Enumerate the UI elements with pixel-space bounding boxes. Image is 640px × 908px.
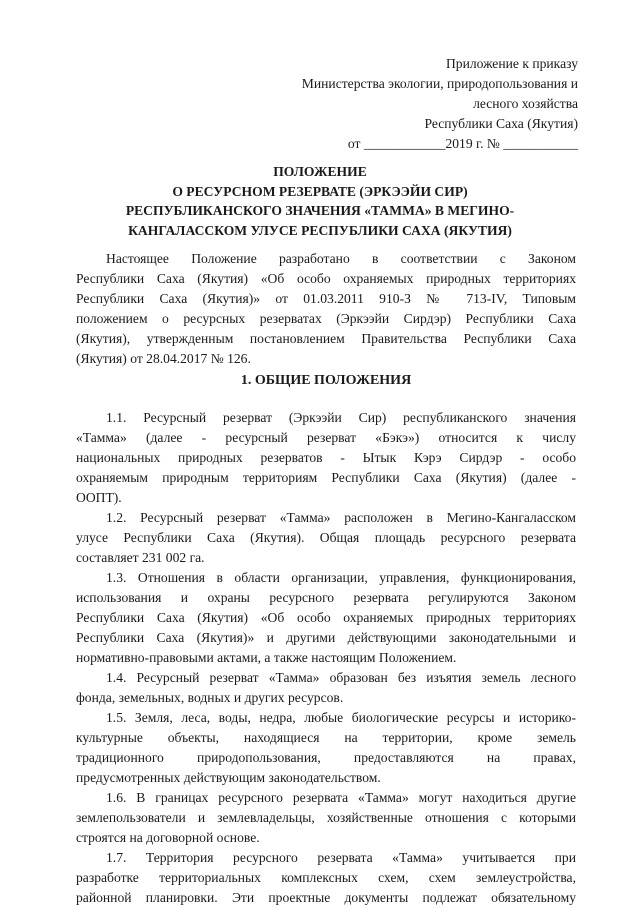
clause-1-1 [76,408,576,508]
text-line: ООПТ). [76,490,122,505]
appendix-line: Республики Саха (Якутия) [424,116,578,131]
text-line: Республики Саха (Якутия)» от 01.03.2011 910-З № 713-IV, Типовым [76,291,576,306]
text-line: разработке территориальных комплексных схем, схем землеустройства, [76,870,576,885]
text-line: культурные объекты, находящиеся на территории, кроме земель [76,730,576,745]
appendix-line: лесного хозяйства [473,96,578,111]
clause-1-5 [76,708,576,788]
title-line: ПОЛОЖЕНИЕ [273,164,367,179]
clause-1-3 [76,568,576,668]
text-line: Республики Саха (Якутия)» и другими действующими законодательными и [76,630,576,645]
text-line: Республики Саха (Якутия) «Об особо охраняемых природных территориях [76,610,576,625]
text-line: составляет 231 002 га. [76,550,205,565]
clause-1-2 [76,508,576,568]
text-line: фонда, земельных, водных и других ресурсов. [76,690,344,705]
text-line: улусе Республики Саха (Якутия). Общая площадь ресурсного резервата [76,530,576,545]
text-line: районной планировки. Эти проектные документы подлежат обязательному [76,890,576,905]
text-line: положением о ресурсных резерватах (Эркээйи Сирдэр) Республики Саха [76,311,576,326]
document-title [80,162,560,240]
title-line: КАНГАЛАССКОМ УЛУСЕ РЕСПУБЛИКИ САХА (ЯКУТИЯ) [128,222,512,238]
intro-paragraph [76,249,576,369]
text-line: (Якутия), утвержденным постановлением Правительства Республики Саха [76,331,576,346]
text-line: 1.2. Ресурсный резерват «Тамма» расположен в Мегино-Кангаласском [106,510,576,525]
text-line: 1.3. Отношения в области организации, управления, функционирования, [106,570,576,585]
title-line: РЕСПУБЛИКАНСКОГО ЗНАЧЕНИЯ «ТАММА» В МЕГИНО- [125,203,515,218]
appendix-date-line: от ____________2019 г. № ___________ [347,136,578,151]
text-line: 1.6. В границах ресурсного резервата «Тамма» могут находиться другие [106,790,576,805]
text-line: нормативно-правовыми актами, а также настоящим Положением. [76,650,457,665]
text-line: строятся на договорной основе. [76,830,260,845]
clause-1-4 [76,668,576,708]
text-line: Республики Саха (Якутия) «Об особо охраняемых природных территориях [76,271,576,286]
appendix-header [218,54,578,154]
title-line: О РЕСУРСНОМ РЕЗЕРВАТЕ (ЭРКЭЭЙИ СИР) [172,183,468,199]
clause-1-7 [76,848,576,908]
appendix-line: Министерства экологии, природопользования и [301,76,578,91]
text-line: 1.7. Территория ресурсного резервата «Тамма» учитывается при [106,850,576,865]
text-line: землепользователи и землевладельцы, хозяйственные отношения с которыми [76,810,576,825]
text-line: охраняемым природным территориям Республики Саха (Якутия) (далее - [76,470,576,485]
text-line: 1.4. Ресурсный резерват «Тамма» образован без изъятия земель лесного [106,670,576,685]
text-line: национальных природных резерватов - Ытык Кэрэ Сирдэр - особо [76,450,576,465]
text-line: (Якутия) от 28.04.2017 № 126. [76,351,251,366]
appendix-line: Приложение к приказу [445,56,578,71]
text-line: предусмотренных действующим законодательством. [76,770,381,785]
clause-1-6 [76,788,576,848]
text-line: 1.5. Земля, леса, воды, недра, любые биологические ресурсы и историко- [106,710,576,725]
text-line: Настоящее Положение разработано в соответствии с Законом [106,251,576,266]
text-line: «Тамма» (далее - ресурсный резерват «Бэкэ») относится к числу [76,430,576,445]
section-heading: 1. ОБЩИЕ ПОЛОЖЕНИЯ [240,373,412,388]
text-line: традиционного природопользования, предоставляются на правах, [76,750,576,765]
text-line: использования и охраны ресурсного резервата регулируются Законом [76,590,576,605]
text-line: 1.1. Ресурсный резерват (Эркээйи Сир) республиканского значения [106,410,576,425]
